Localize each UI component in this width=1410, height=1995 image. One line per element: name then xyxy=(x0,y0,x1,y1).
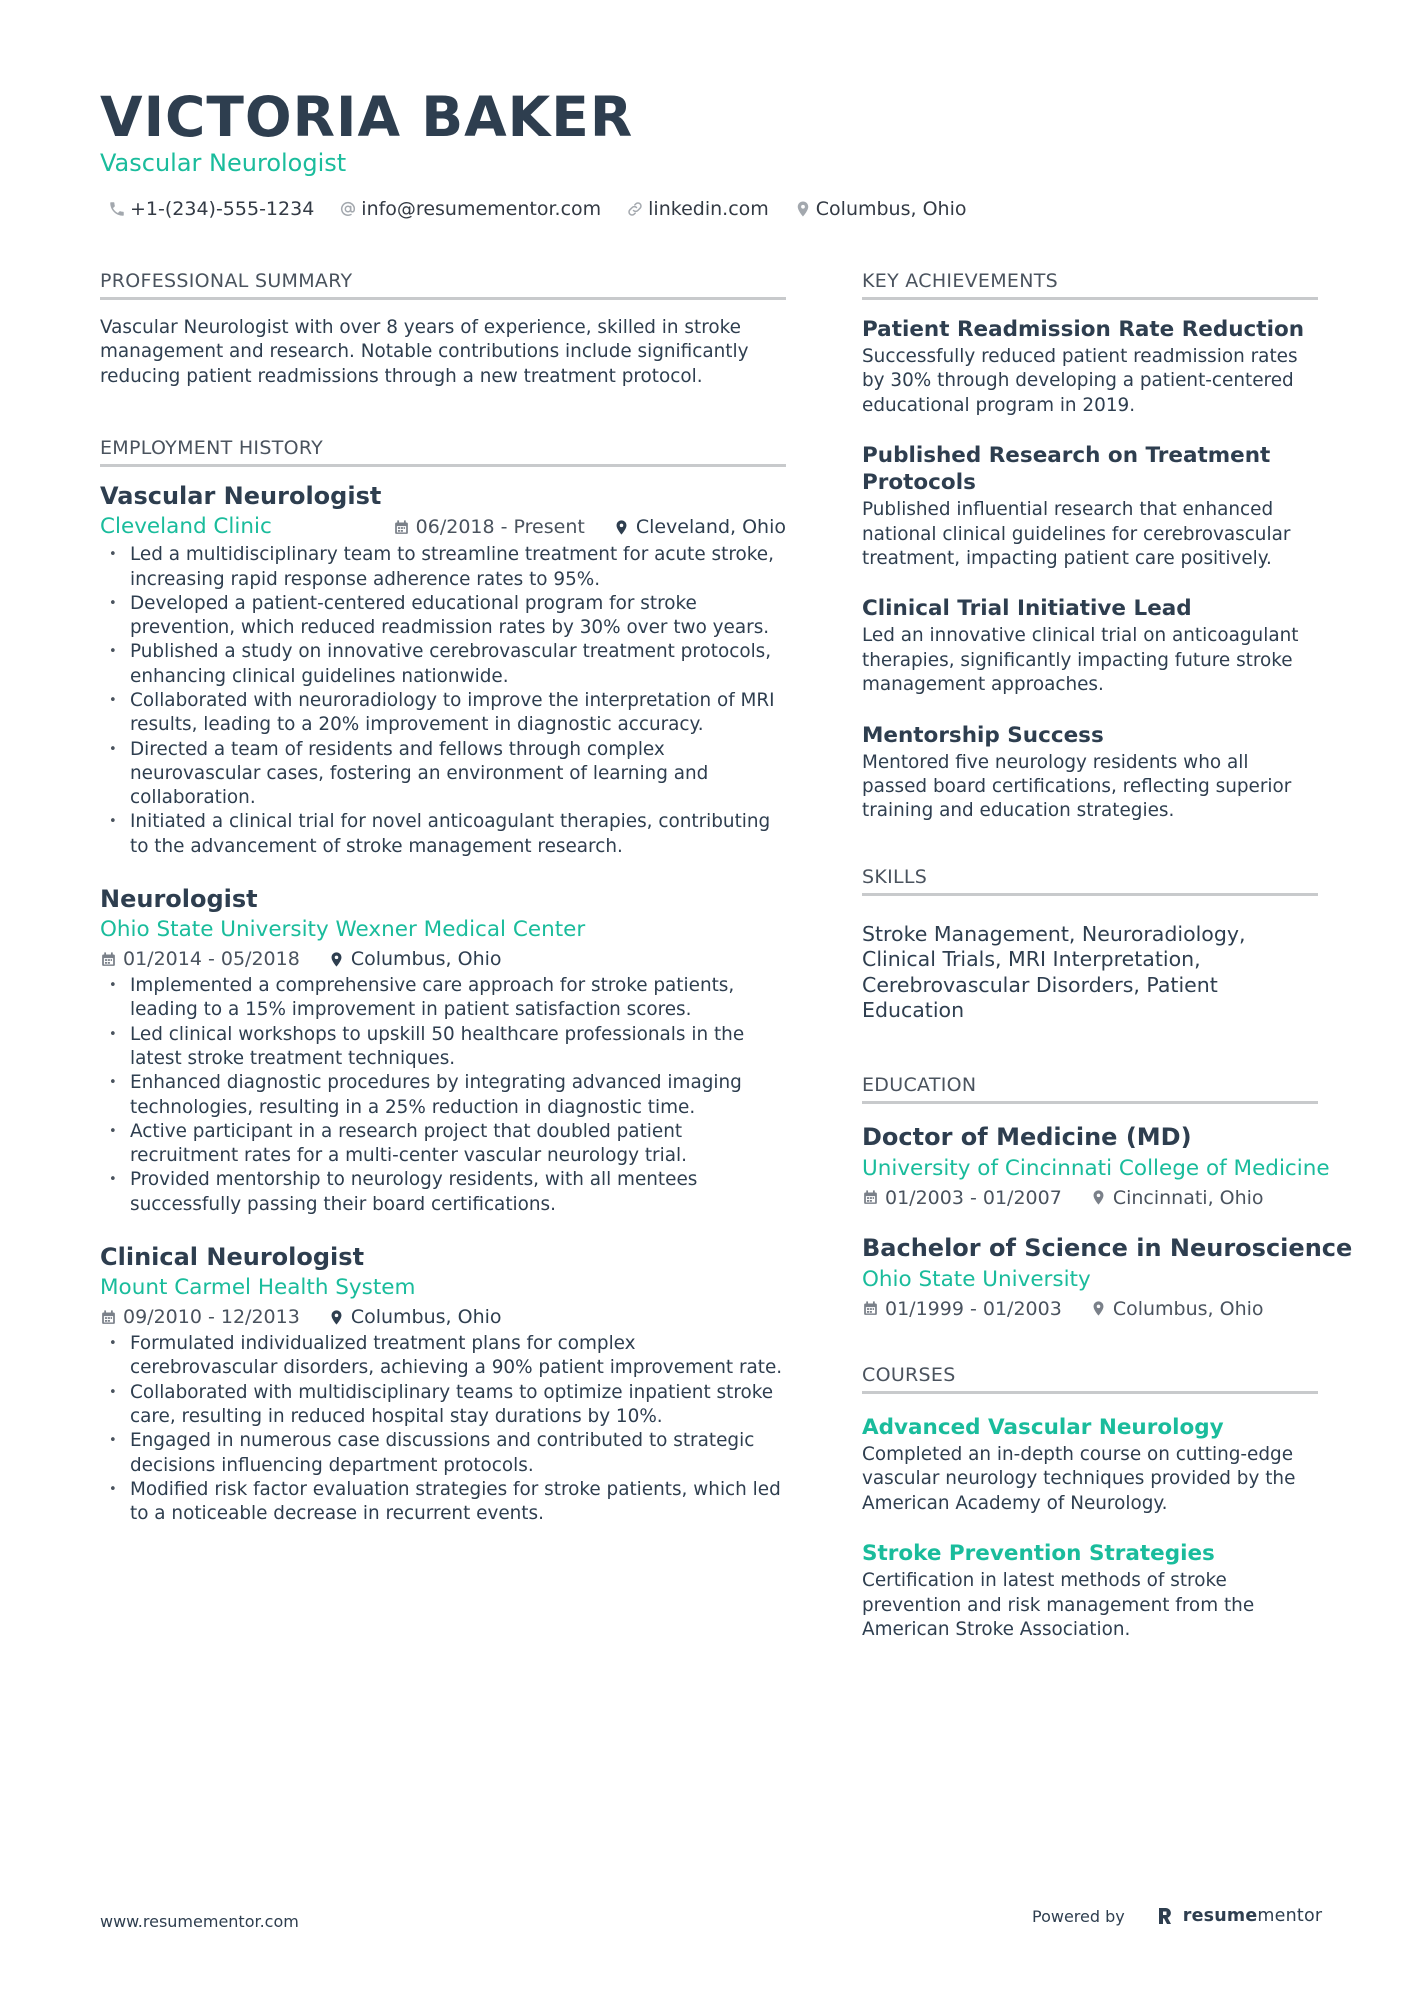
school-name: University of Cincinnati College of Medicine xyxy=(862,1155,1330,1181)
degree-title: Bachelor of Science in Neuroscience xyxy=(862,1233,1353,1262)
job-location: Columbus, Ohio xyxy=(350,1306,502,1329)
contact-linkedin-text[interactable]: linkedin.com xyxy=(648,198,769,220)
achievement-title: Published Research on Treatment Protocols xyxy=(862,443,1271,496)
job-bullets xyxy=(100,543,786,859)
location-pin-icon xyxy=(1090,1300,1107,1317)
summary-text: Vascular Neurologist with over 8 years of experience, skilled in stroke management and research. Notable contributions include significantly reducing patient readmissions through a new treatment protocol. xyxy=(100,317,749,387)
calendar-icon xyxy=(862,1189,879,1206)
list-item: • Published a study on innovative cerebrovascular treatment protocols, enhancing clinical guidelines nationwide. xyxy=(100,640,786,689)
education-section xyxy=(862,1072,1353,1322)
list-item: • Modified risk factor evaluation strategies for stroke patients, which led to a noticeable decrease in recurrent events. xyxy=(100,1478,786,1527)
list-item: • Led clinical workshops to upskill 50 healthcare professionals in the latest stroke treatment techniques. xyxy=(100,1023,786,1072)
skills-text: Stroke Management, Neuroradiology, Clinical Trials, MRI Interpretation, Cerebrovascular Disorders, Patient Education xyxy=(862,921,1246,1023)
education-dates: 01/1999 - 01/2003 xyxy=(885,1297,1062,1320)
footer-website[interactable]: www.resumementor.com xyxy=(100,1912,299,1931)
job-title: Neurologist xyxy=(100,885,258,914)
at-icon xyxy=(339,200,357,218)
resumementor-logo-icon xyxy=(1157,1906,1173,1926)
list-item: • Directed a team of residents and fellows through complex neurovascular cases, fostering an environment of learning and collaboration. xyxy=(100,738,786,811)
job-company: Cleveland Clinic xyxy=(100,514,272,540)
achievement-item xyxy=(862,316,1318,418)
job-company: Mount Carmel Health System xyxy=(100,1275,416,1301)
job-dates: 06/2018 - Present xyxy=(415,516,585,539)
list-item: • Developed a patient-centered educational program for stroke prevention, which reduced readmission rates by 30% over two years. xyxy=(100,592,786,641)
list-item: • Enhanced diagnostic procedures by integrating advanced imaging technologies, resulting in a 25% reduction in diagnostic time. xyxy=(100,1071,786,1120)
education-location: Cincinnati, Ohio xyxy=(1112,1186,1264,1209)
calendar-icon xyxy=(862,1300,879,1317)
list-item: • Led a multidisciplinary team to streamline treatment for acute stroke, increasing rapid response adherence rates to 95%. xyxy=(100,543,786,592)
job-entry xyxy=(100,1242,786,1526)
contact-linkedin xyxy=(626,198,769,220)
location-pin-icon xyxy=(794,200,812,218)
skills-section xyxy=(862,864,1318,1024)
education-location: Columbus, Ohio xyxy=(1112,1297,1264,1320)
contact-location-text: Columbus, Ohio xyxy=(815,198,967,220)
job-location: Columbus, Ohio xyxy=(350,948,502,971)
education-heading: EDUCATION xyxy=(862,1072,1318,1104)
courses-heading: COURSES xyxy=(862,1362,1318,1394)
left-column xyxy=(100,268,786,1526)
employment-heading: EMPLOYMENT HISTORY xyxy=(100,435,786,467)
summary-heading: PROFESSIONAL SUMMARY xyxy=(100,268,786,300)
location-pin-icon xyxy=(613,519,630,536)
powered-by-label: Powered by xyxy=(1032,1906,1125,1926)
job-entry xyxy=(100,481,786,859)
degree-title: Doctor of Medicine (MD) xyxy=(862,1122,1192,1151)
achievement-title: Patient Readmission Rate Reduction xyxy=(862,317,1305,342)
achievement-text: Led an innovative clinical trial on anticoagulant therapies, significantly impacting future stroke management approaches. xyxy=(862,625,1299,696)
contact-bar xyxy=(108,198,966,220)
achievement-text: Published influential research that enhanced national clinical guidelines for cerebrovascular treatment, impacting patient care positively. xyxy=(862,499,1291,570)
course-title: Advanced Vascular Neurology xyxy=(862,1414,1224,1440)
education-item xyxy=(862,1122,1330,1211)
list-item: • Initiated a clinical trial for novel anticoagulant therapies, contributing to the advancement of stroke management research. xyxy=(100,810,786,859)
candidate-name: VICTORIA BAKER xyxy=(100,85,634,149)
education-item xyxy=(862,1233,1353,1322)
link-icon xyxy=(626,200,644,218)
job-bullets xyxy=(100,974,786,1217)
location-pin-icon xyxy=(1090,1189,1107,1206)
job-dates: 01/2014 - 05/2018 xyxy=(123,948,300,971)
job-bullets xyxy=(100,1332,786,1526)
job-title: Vascular Neurologist xyxy=(100,482,382,511)
list-item: • Implemented a comprehensive care approach for stroke patients, leading to a 15% improvement in patient satisfaction scores. xyxy=(100,974,786,1023)
contact-phone-text[interactable]: +1-(234)-555-1234 xyxy=(130,198,315,220)
job-title: Clinical Neurologist xyxy=(100,1243,365,1272)
calendar-icon xyxy=(393,519,410,536)
location-pin-icon xyxy=(328,1309,345,1326)
achievement-title: Mentorship Success xyxy=(862,722,1104,748)
course-item xyxy=(862,1414,1318,1516)
job-company: Ohio State University Wexner Medical Center xyxy=(100,917,586,943)
footer-branding xyxy=(1032,1906,1322,1926)
achievement-item xyxy=(862,442,1318,571)
achievements-heading: KEY ACHIEVEMENTS xyxy=(862,268,1318,300)
employment-section xyxy=(100,435,786,1526)
calendar-icon xyxy=(100,951,117,968)
course-text: Certification in latest methods of stroke prevention and risk management from the American Stroke Association. xyxy=(862,1570,1255,1640)
course-title: Stroke Prevention Strategies xyxy=(862,1541,1215,1567)
location-pin-icon xyxy=(328,951,345,968)
achievement-item xyxy=(862,722,1318,824)
school-name: Ohio State University xyxy=(862,1266,1091,1292)
achievement-text: Mentored five neurology residents who all passed board certifications, reflecting superior training and education strategies. xyxy=(862,751,1292,822)
list-item: • Collaborated with multidisciplinary teams to optimize inpatient stroke care, resulting in reduced hospital stay durations by 10%. xyxy=(100,1381,786,1430)
brand-name[interactable] xyxy=(1183,1906,1323,1926)
skills-heading: SKILLS xyxy=(862,864,1318,896)
education-dates: 01/2003 - 01/2007 xyxy=(885,1186,1062,1209)
job-entry xyxy=(100,884,786,1217)
candidate-role: Vascular Neurologist xyxy=(100,149,347,177)
course-text: Completed an in-depth course on cutting-edge vascular neurology techniques provided by the American Academy of Neurology. xyxy=(862,1443,1296,1514)
contact-email xyxy=(339,198,601,220)
achievement-title: Clinical Trial Initiative Lead xyxy=(862,596,1192,622)
summary-section xyxy=(100,268,786,389)
courses-section xyxy=(862,1362,1318,1642)
list-item: • Collaborated with neuroradiology to improve the interpretation of MRI results, leading to a 20% improvement in diagnostic accuracy. xyxy=(100,689,786,738)
contact-phone xyxy=(108,198,314,220)
contact-location xyxy=(794,198,967,220)
list-item: • Engaged in numerous case discussions and contributed to strategic decisions influencing department protocols. xyxy=(100,1429,786,1478)
job-dates: 09/2010 - 12/2013 xyxy=(123,1306,300,1329)
achievements-section xyxy=(862,268,1318,824)
job-location: Cleveland, Ohio xyxy=(635,516,786,539)
brand-prefix: resume xyxy=(1182,1906,1258,1926)
course-item xyxy=(862,1540,1318,1642)
achievement-item xyxy=(862,595,1318,697)
right-column xyxy=(862,268,1353,1642)
calendar-icon xyxy=(100,1309,117,1326)
contact-email-text[interactable]: info@resumementor.com xyxy=(361,198,602,220)
brand-suffix: mentor xyxy=(1257,1906,1323,1926)
phone-icon xyxy=(108,200,126,218)
list-item: • Formulated individualized treatment plans for complex cerebrovascular disorders, achieving a 90% patient improvement rate. xyxy=(100,1332,786,1381)
list-item: • Active participant in a research project that doubled patient recruitment rates for a multi-center vascular neurology trial. xyxy=(100,1120,786,1169)
achievement-text: Successfully reduced patient readmission rates by 30% through developing a patient-centered educational program in 2019. xyxy=(862,346,1298,416)
list-item: • Provided mentorship to neurology residents, with all mentees successfully passing their board certifications. xyxy=(100,1168,786,1217)
